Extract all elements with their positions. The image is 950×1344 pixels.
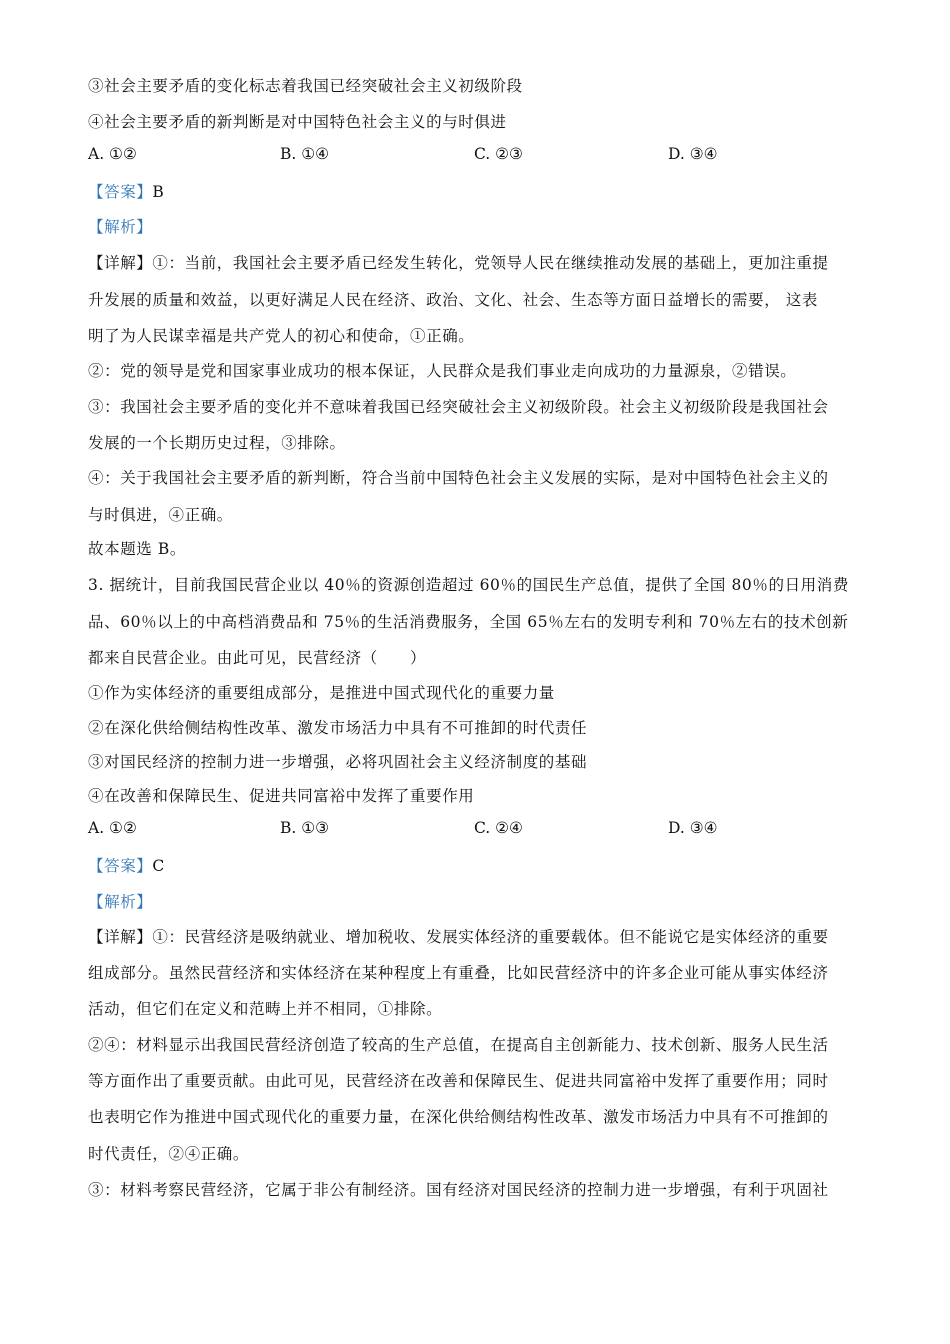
option-d: D. ③④ xyxy=(668,145,718,163)
q2-detail-line: ④：关于我国社会主要矛盾的新判断，符合当前中国特色社会主义发展的实际，是对中国特色社会主义的 xyxy=(88,469,829,487)
q2-answer xyxy=(88,180,868,202)
q2-conclusion: 故本题选 B。 xyxy=(88,540,187,558)
q2-detail-line: 发展的一个长期历史过程，③排除。 xyxy=(88,434,346,452)
q3-statement-2: ②在深化供给侧结构性改革、激发市场活力中具有不可推卸的时代责任 xyxy=(88,719,588,737)
statement-3: ③社会主要矛盾的变化标志着我国已经突破社会主义初级阶段 xyxy=(88,77,523,95)
q2-detail-line: ②：党的领导是党和国家事业成功的根本保证，人民群众是我们事业走向成功的力量源泉，②错误。 xyxy=(88,362,797,380)
q3-statement-3: ③对国民经济的控制力进一步增强，必将巩固社会主义经济制度的基础 xyxy=(88,753,588,771)
answer-value: C xyxy=(152,857,165,875)
q2-analysis-heading xyxy=(88,215,868,237)
q3-statement-1: ①作为实体经济的重要组成部分，是推进中国式现代化的重要力量 xyxy=(88,684,555,702)
q3-detail-line: 等方面作出了重要贡献。由此可见，民营经济在改善和保障民生、促进共同富裕中发挥了重要作用；同时 xyxy=(88,1072,829,1090)
q2-options xyxy=(88,145,868,169)
q3-detail-line: ③：材料考察民营经济，它属于非公有制经济。国有经济对国民经济的控制力进一步增强，有利于巩固社 xyxy=(88,1181,829,1199)
q3-stem-line: 品、60％以上的中高档消费品和 75％的生活消费服务，全国 65％左右的发明专利和 70％左右的技术创新 xyxy=(88,613,849,631)
q2-detail-line: 【详解】①：当前，我国社会主要矛盾已经发生转化，党领导人民在继续推动发展的基础上，更加注重提 xyxy=(88,254,829,272)
option-c: C. ②③ xyxy=(474,145,523,163)
option-b: B. ①③ xyxy=(280,819,330,837)
q3-statement-4: ④在改善和保障民生、促进共同富裕中发挥了重要作用 xyxy=(88,787,475,805)
q3-answer xyxy=(88,854,868,876)
q2-detail-line: 升发展的质量和效益，以更好满足人民在经济、政治、文化、社会、生态等方面日益增长的需要， 这表 xyxy=(88,291,819,309)
q3-options xyxy=(88,819,868,843)
answer-value: B xyxy=(152,183,165,201)
answer-tag: 【答案】 xyxy=(88,857,153,875)
q3-detail-line: 【详解】①：民营经济是吸纳就业、增加税收、发展实体经济的重要载体。但不能说它是实体经济的重要 xyxy=(88,928,829,946)
statement-4: ④社会主要矛盾的新判断是对中国特色社会主义的与时俱进 xyxy=(88,113,507,131)
q3-detail-line: 组成部分。虽然民营经济和实体经济在某种程度上有重叠，比如民营经济中的许多企业可能从事实体经济 xyxy=(88,964,829,982)
detail-tag: 【详解】 xyxy=(88,254,153,272)
analysis-tag: 【解析】 xyxy=(88,893,153,911)
q2-detail-line: ③：我国社会主要矛盾的变化并不意味着我国已经突破社会主义初级阶段。社会主义初级阶段是我国社会 xyxy=(88,398,829,416)
option-a: A. ①② xyxy=(88,145,137,163)
q3-detail-line: ②④：材料显示出我国民营经济创造了较高的生产总值，在提高自主创新能力、技术创新、服务人民生活 xyxy=(88,1036,829,1054)
q3-detail-line: 也表明它作为推进中国式现代化的重要力量，在深化供给侧结构性改革、激发市场活力中具有不可推卸的 xyxy=(88,1108,829,1126)
option-c: C. ②④ xyxy=(474,819,523,837)
answer-tag: 【答案】 xyxy=(88,183,153,201)
detail-tag: 【详解】 xyxy=(88,928,153,946)
q3-analysis-heading xyxy=(88,890,868,912)
analysis-tag: 【解析】 xyxy=(88,218,153,236)
q3-stem-line: 3. 据统计，目前我国民营企业以 40％的资源创造超过 60％的国民生产总值，提供了全国 80％的日用消费 xyxy=(88,576,849,594)
option-a: A. ①② xyxy=(88,819,137,837)
q3-detail-line: 时代责任，②④正确。 xyxy=(88,1145,250,1163)
q3-stem-line: 都来自民营企业。由此可见，民营经济（ ） xyxy=(88,649,427,667)
q2-detail-line: 明了为人民谋幸福是共产党人的初心和使命，①正确。 xyxy=(88,327,475,345)
q3-detail-line: 活动，但它们在定义和范畴上并不相同，①排除。 xyxy=(88,1000,443,1018)
q2-detail-line: 与时俱进，④正确。 xyxy=(88,506,233,524)
option-b: B. ①④ xyxy=(280,145,330,163)
option-d: D. ③④ xyxy=(668,819,718,837)
